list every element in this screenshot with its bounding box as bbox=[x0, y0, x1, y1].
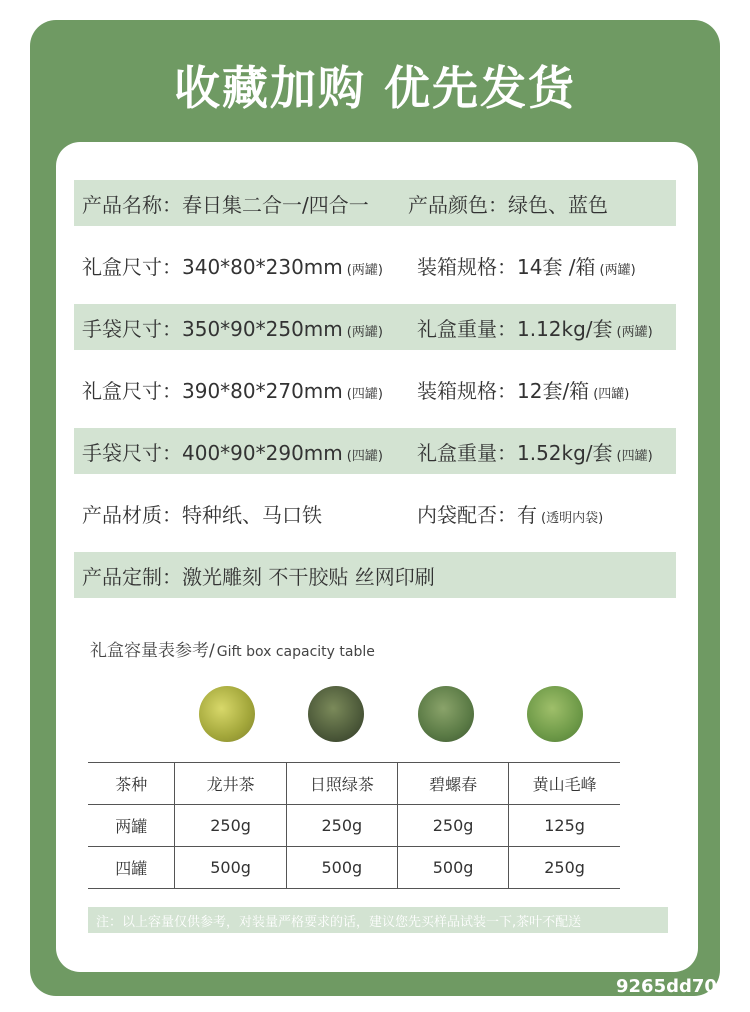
spec-color: 产品颜色：绿色、蓝色 bbox=[408, 192, 608, 217]
capacity-note: 注：以上容量仅供参考，对装量严格要求的话，建议您先买样品试装一下,茶叶不配送 bbox=[88, 907, 668, 933]
spec-row bbox=[74, 490, 676, 536]
table-cell: 250g bbox=[397, 805, 508, 847]
spec-qualifier: (两罐) bbox=[346, 262, 383, 278]
spec-qualifier: (两罐) bbox=[616, 324, 653, 340]
table-cell: 250g bbox=[509, 847, 620, 889]
spec-weight-4: 礼盒重量：1.52kg/套 bbox=[417, 440, 613, 465]
spec-packing-4: 装箱规格：12套/箱 bbox=[417, 378, 590, 403]
table-cell: 四罐 bbox=[88, 847, 175, 889]
spec-qualifier: (四罐) bbox=[346, 386, 383, 402]
spec-customization: 产品定制：激光雕刻 不干胶贴 丝网印刷 bbox=[82, 564, 435, 589]
table-header-cell: 碧螺春 bbox=[397, 763, 508, 805]
spec-bag-size-4: 手袋尺寸：400*90*290mm bbox=[82, 440, 343, 465]
table-cell: 125g bbox=[509, 805, 620, 847]
table-header-cell: 黄山毛峰 bbox=[509, 763, 620, 805]
rizhao-green-tea-image bbox=[308, 686, 364, 742]
table-row bbox=[88, 805, 620, 847]
longjing-tea-image bbox=[199, 686, 255, 742]
spec-qualifier: (四罐) bbox=[593, 386, 630, 402]
spec-row bbox=[74, 180, 676, 226]
table-row bbox=[88, 847, 620, 889]
spec-box-size-4: 礼盒尺寸：390*80*270mm bbox=[82, 378, 343, 403]
table-cell: 500g bbox=[397, 847, 508, 889]
table-cell: 250g bbox=[175, 805, 286, 847]
spec-row bbox=[74, 428, 676, 474]
capacity-title: 礼盒容量表参考/ Gift box capacity table bbox=[90, 641, 375, 661]
spec-inner-bag: 内袋配否：有 bbox=[417, 502, 537, 527]
table-cell: 250g bbox=[286, 805, 397, 847]
spec-qualifier: (透明内袋) bbox=[541, 510, 604, 526]
table-header-cell: 日照绿茶 bbox=[286, 763, 397, 805]
capacity-table bbox=[88, 762, 620, 889]
spec-qualifier: (两罐) bbox=[346, 324, 383, 340]
spec-qualifier: (四罐) bbox=[616, 448, 653, 464]
spec-weight-2: 礼盒重量：1.12kg/套 bbox=[417, 316, 613, 341]
huangshan-maofeng-tea-image bbox=[527, 686, 583, 742]
spec-bag-size-2: 手袋尺寸：350*90*250mm bbox=[82, 316, 343, 341]
table-header-cell: 龙井茶 bbox=[175, 763, 286, 805]
headline: 收藏加购 优先发货 bbox=[173, 61, 576, 115]
spec-row bbox=[74, 304, 676, 350]
spec-row bbox=[74, 242, 676, 288]
watermark: 9265dd70 bbox=[616, 976, 717, 997]
spec-row bbox=[74, 366, 676, 412]
spec-qualifier: (四罐) bbox=[346, 448, 383, 464]
table-cell: 500g bbox=[175, 847, 286, 889]
spec-qualifier: (两罐) bbox=[599, 262, 636, 278]
table-header-cell: 茶种 bbox=[88, 763, 175, 805]
table-row bbox=[88, 763, 620, 805]
spec-box-size-2: 礼盒尺寸：340*80*230mm bbox=[82, 254, 343, 279]
spec-row bbox=[74, 552, 676, 598]
biluochun-tea-image bbox=[418, 686, 474, 742]
spec-material: 产品材质：特种纸、马口铁 bbox=[82, 502, 322, 527]
spec-packing-2: 装箱规格：14套 /箱 bbox=[417, 254, 596, 279]
table-cell: 500g bbox=[286, 847, 397, 889]
spec-name-color: 产品名称：春日集二合一/四合一 bbox=[82, 192, 369, 217]
table-cell: 两罐 bbox=[88, 805, 175, 847]
